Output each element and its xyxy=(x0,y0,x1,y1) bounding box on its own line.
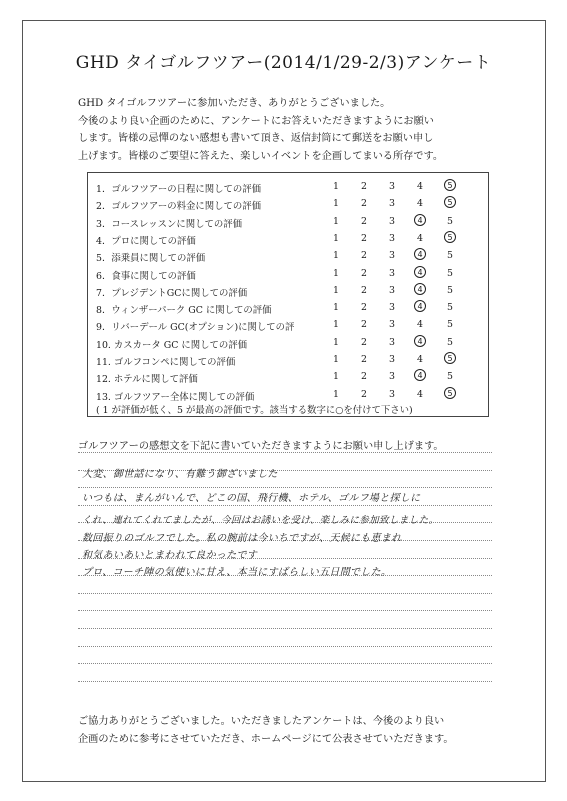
rating-option[interactable]: 1 xyxy=(333,388,339,400)
rating-option[interactable]: 3 xyxy=(389,284,395,296)
rating-option[interactable]: 3 xyxy=(389,302,395,314)
rating-option[interactable]: 2 xyxy=(361,284,367,296)
writing-line xyxy=(78,593,492,594)
rating-option[interactable]: 5 xyxy=(447,250,453,262)
writing-line xyxy=(78,681,492,682)
writing-line xyxy=(78,452,492,453)
rating-table xyxy=(87,172,489,417)
rating-option-circled[interactable]: 4 xyxy=(414,283,426,295)
rating-option[interactable]: 1 xyxy=(333,250,339,262)
rating-option[interactable]: 3 xyxy=(389,388,395,400)
rating-option[interactable]: 3 xyxy=(389,181,395,192)
rating-option[interactable]: 5 xyxy=(447,319,453,331)
writing-line xyxy=(78,646,492,647)
rating-option[interactable]: 1 xyxy=(333,284,339,296)
rating-option[interactable]: 2 xyxy=(361,181,367,192)
rating-option[interactable]: 4 xyxy=(417,319,423,331)
question-label: 6．食事に関しての評価 xyxy=(96,270,196,282)
rating-option-circled[interactable]: 5 xyxy=(444,231,456,243)
rating-option[interactable]: 3 xyxy=(389,319,395,331)
rating-option[interactable]: 3 xyxy=(389,215,395,227)
handwritten-line: いつもは、まんがいんで、どこの国、飛行機、ホテル、ゴルフ場と探しに xyxy=(82,493,421,504)
rating-row xyxy=(88,196,488,214)
rating-row xyxy=(88,283,488,301)
rating-option[interactable]: 2 xyxy=(361,302,367,314)
question-label: 2．ゴルフツアーの料金に関しての評価 xyxy=(96,201,262,213)
handwritten-line: 数回振りのゴルフでした。私の腕前は今いちですが、天候にも恵まれ xyxy=(82,533,402,544)
intro-line: 上げます。皆様のご要望に答えた、楽しいイベントを企画してまいる所存です。 xyxy=(78,150,444,162)
rating-option[interactable]: 3 xyxy=(389,371,395,383)
writing-line xyxy=(78,628,492,629)
rating-option[interactable]: 1 xyxy=(333,181,339,192)
question-label: 9．リバーデール GC(オプション)に関しての評 xyxy=(96,322,295,334)
intro-text xyxy=(78,95,498,165)
rating-option-circled[interactable]: 4 xyxy=(414,300,426,312)
rating-option[interactable]: 3 xyxy=(389,232,395,244)
rating-option[interactable]: 2 xyxy=(361,388,367,400)
rating-row xyxy=(88,317,488,335)
rating-row xyxy=(88,352,488,370)
question-label: 7．プレジデントGCに関しての評価 xyxy=(96,287,248,299)
rating-option[interactable]: 4 xyxy=(417,198,423,210)
rating-option[interactable]: 5 xyxy=(447,215,453,227)
rating-option[interactable]: 1 xyxy=(333,232,339,244)
rating-option-circled[interactable]: 4 xyxy=(414,335,426,347)
rating-option[interactable]: 1 xyxy=(333,215,339,227)
handwritten-line: くれ、連れてくれてましたが、今回はお誘いを受け、楽しみに参加致しました。 xyxy=(82,515,439,526)
rating-option[interactable]: 4 xyxy=(417,354,423,365)
rating-option[interactable]: 2 xyxy=(361,215,367,227)
writing-line xyxy=(78,610,492,611)
rating-option[interactable]: 2 xyxy=(361,250,367,262)
intro-line: します。皆様の忌憚のない感想も書いて頂き、返信封筒にて郵送をお願い申し xyxy=(78,133,434,144)
rating-option-circled[interactable]: 4 xyxy=(414,248,426,260)
rating-row xyxy=(88,266,488,284)
writing-line xyxy=(78,505,492,506)
rating-row xyxy=(88,231,488,249)
handwritten-line: 大変、御世話になり、有難う御ざいました xyxy=(82,469,278,480)
handwritten-line: 和気あいあいとまわれて良かったです xyxy=(82,550,258,561)
rating-option[interactable]: 2 xyxy=(361,232,367,244)
rating-option[interactable]: 2 xyxy=(361,336,367,348)
rating-option[interactable]: 2 xyxy=(361,198,367,210)
comment-prompt: ゴルフツアーの感想文を下記に書いていただきますようにお願い申し上げます。 xyxy=(78,441,444,452)
rating-option[interactable]: 1 xyxy=(333,302,339,314)
question-label: 12. ホテルに関して評価 xyxy=(96,374,198,386)
rating-option[interactable]: 5 xyxy=(447,302,453,314)
rating-row xyxy=(88,214,488,232)
rating-option[interactable]: 3 xyxy=(389,354,395,365)
rating-option[interactable]: 4 xyxy=(417,181,423,192)
question-label: 5．添乗員に関しての評価 xyxy=(96,253,206,265)
rating-row xyxy=(88,179,488,197)
rating-option[interactable]: 1 xyxy=(333,371,339,383)
rating-option[interactable]: 5 xyxy=(447,267,453,279)
question-label: 13. ゴルフツアー全体に関しての評価 xyxy=(96,391,255,403)
handwritten-line: プロ、コーチ陣の気使いに甘え、本当にすばらしい五日間でした。 xyxy=(82,567,392,578)
rating-option[interactable]: 2 xyxy=(361,267,367,279)
rating-option[interactable]: 2 xyxy=(361,371,367,383)
writing-line xyxy=(78,663,492,664)
closing-text xyxy=(78,713,454,749)
intro-line: 今後のより良い企画のために、アンケートにお答えいただきますようにお願い xyxy=(78,115,434,127)
rating-option-circled[interactable]: 4 xyxy=(414,266,426,278)
rating-option-circled[interactable]: 5 xyxy=(444,179,456,191)
rating-row xyxy=(88,369,488,387)
question-label: 8．ウィンザーパーク GC に関しての評価 xyxy=(96,305,272,317)
rating-option[interactable]: 5 xyxy=(447,371,453,383)
rating-option[interactable]: 1 xyxy=(333,336,339,348)
question-label: 3．コースレッスンに関しての評価 xyxy=(96,218,243,230)
rating-row xyxy=(88,335,488,353)
rating-option[interactable]: 1 xyxy=(333,267,339,279)
question-label: 11. ゴルフコンペに関しての評価 xyxy=(96,357,236,368)
question-label: 1．ゴルフツアーの日程に関しての評価 xyxy=(96,184,262,195)
rating-option[interactable]: 3 xyxy=(389,250,395,262)
rating-row xyxy=(88,300,488,318)
intro-line: GHD タイゴルフツアーに参加いただき、ありがとうございました。 xyxy=(78,98,391,109)
rating-option-circled[interactable]: 4 xyxy=(414,369,426,381)
closing-line: ご協力ありがとうございました。いただきましたアンケートは、今後のより良い xyxy=(78,716,445,727)
rating-option-circled[interactable]: 5 xyxy=(444,387,456,399)
question-label: 4．プロに関しての評価 xyxy=(96,235,196,247)
rating-option[interactable]: 1 xyxy=(333,354,339,365)
rating-option[interactable]: 3 xyxy=(389,267,395,279)
rating-option[interactable]: 5 xyxy=(447,284,453,296)
page-title: GHD タイゴルフツアー(2014/1/29-2/3)アンケート xyxy=(75,53,492,73)
closing-line: 企画のために参考にさせていただき、ホームページにて公表させていただきます。 xyxy=(78,734,454,745)
rating-option[interactable]: 2 xyxy=(361,354,367,365)
rating-option[interactable]: 2 xyxy=(361,319,367,331)
rating-option-circled[interactable]: 4 xyxy=(414,214,426,226)
rating-option-circled[interactable]: 5 xyxy=(444,196,456,208)
rating-option[interactable]: 3 xyxy=(389,198,395,210)
question-label: 10. カスカータ GC に関しての評価 xyxy=(96,339,248,351)
rating-option-circled[interactable]: 5 xyxy=(444,352,456,364)
rating-option[interactable]: 5 xyxy=(447,336,453,348)
rating-instructions: ( 1 が評価が低く、5 が最高の評価です。該当する数字に○を付けて下さい) xyxy=(96,405,413,416)
rating-option[interactable]: 4 xyxy=(417,232,423,244)
rating-row xyxy=(88,248,488,266)
rating-option[interactable]: 1 xyxy=(333,198,339,210)
rating-row xyxy=(88,387,488,405)
rating-option[interactable]: 1 xyxy=(333,319,339,331)
rating-option[interactable]: 4 xyxy=(417,388,423,400)
rating-option[interactable]: 3 xyxy=(389,336,395,348)
